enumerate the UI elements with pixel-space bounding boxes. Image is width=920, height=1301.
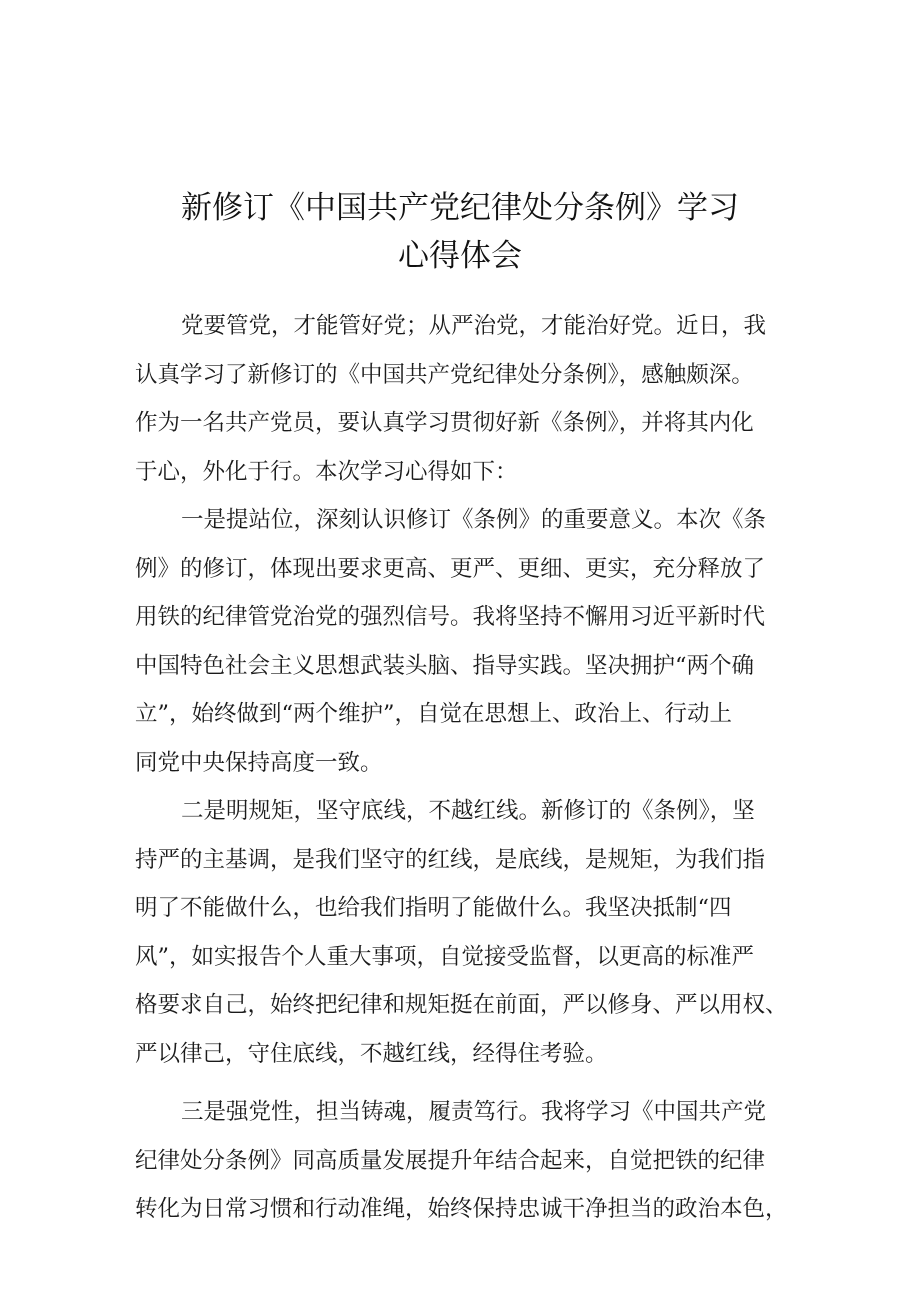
text-line: 同党中央保持高度一致。: [135, 749, 383, 776]
text-line: 持严的主基调，是我们坚守的红线，是底线，是规矩，为我们指: [135, 846, 766, 873]
title-line-2: 心得体会: [398, 237, 522, 274]
page-title: [120, 184, 800, 280]
text-line: 认真学习了新修订的《中国共产党纪律处分条例》，感触颇深。: [135, 361, 754, 388]
paragraph-point-two: [135, 787, 800, 1078]
paragraph-point-one: [135, 496, 800, 787]
text-line: 例》的修订，体现出要求更高、更严、更细、更实，充分释放了: [135, 555, 766, 582]
text-line: 党要管党，才能管好党；从严治党，才能治好党。近日，我: [181, 313, 767, 339]
text-line: 转化为日常习惯和行动准绳，始终保持忠诚干净担当的政治本色，: [135, 1196, 788, 1222]
text-line: 明了不能做什么，也给我们指明了能做什么。我坚决抵制“四: [135, 895, 732, 921]
text-line: 于心，外化于行。本次学习心得如下：: [135, 458, 518, 485]
text-line: 二是明规矩，坚守底线，不越红线。新修订的《条例》，坚: [181, 798, 755, 824]
text-line: 一是提站位，深刻认识修订《条例》的重要意义。本次《条: [181, 507, 767, 533]
text-line: 用铁的纪律管党治党的强烈信号。我将坚持不懈用习近平新时代: [135, 604, 766, 630]
text-line: 风”，如实报告个人重大事项，自觉接受监督，以更高的标准严: [135, 943, 755, 970]
text-line: 立”，始终做到“两个维护”，自觉在思想上、政治上、行动上: [135, 701, 733, 727]
title-line-1: 新修订《中国共产党纪律处分条例》学习: [181, 189, 739, 226]
text-line: 中国特色社会主义思想武装头脑、指导实践。坚决拥护“两个确: [135, 652, 755, 679]
text-line: 严以律己，守住底线，不越红线，经得住考验。: [135, 1040, 608, 1067]
text-line: 纪律处分条例》同高质量发展提升年结合起来，自觉把铁的纪律: [135, 1147, 766, 1174]
text-line: 格要求自己，始终把纪律和规矩挺在前面，严以修身、严以用权、: [135, 992, 788, 1018]
paragraph-intro: [135, 302, 800, 496]
text-line: 作为一名共产党员，要认真学习贯彻好新《条例》，并将其内化: [135, 410, 754, 436]
text-line: 三是强党性，担当铸魂，履责笃行。我将学习《中国共产党: [181, 1099, 767, 1125]
document-body: [135, 302, 800, 1234]
paragraph-point-three: [135, 1088, 800, 1234]
